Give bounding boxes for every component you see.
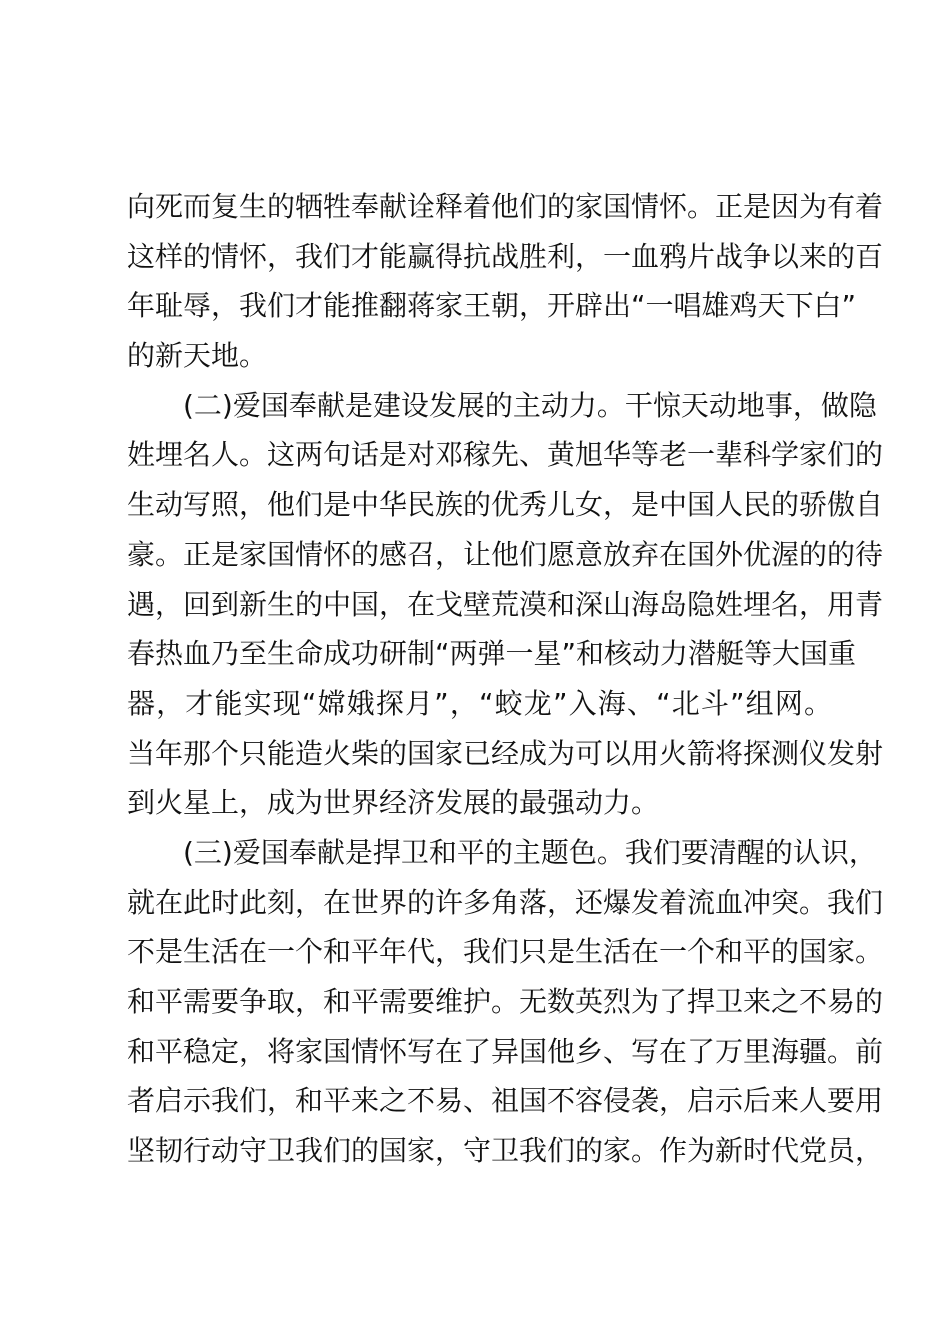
text-line: 器，才能实现“嫦娥探月”，“蛟龙”入海、“北斗”组网。 bbox=[127, 686, 832, 720]
text-line: 豪。正是家国情怀的感召，让他们愿意放弃在国外优渥的的待 bbox=[127, 537, 884, 571]
text-line: 年耻辱，我们才能推翻蒋家王朝，开辟出“一唱雄鸡天下白” bbox=[127, 289, 857, 323]
text-line: 姓埋名人。这两句话是对邓稼先、黄旭华等老一辈科学家们的 bbox=[127, 438, 884, 472]
text-line: 者启示我们，和平来之不易、祖国不容侵袭，启示后来人要用 bbox=[127, 1084, 884, 1118]
text-line: 坚韧行动守卫我们的国家，守卫我们的家。作为新时代党员， bbox=[127, 1134, 884, 1168]
text-line: 遇，回到新生的中国，在戈壁荒漠和深山海岛隐姓埋名，用青 bbox=[127, 587, 884, 621]
text-line: 到火星上，成为世界经济发展的最强动力。 bbox=[127, 786, 660, 820]
text-line: 春热血乃至生命成功研制“两弹一星”和核动力潜艇等大国重 bbox=[127, 637, 857, 671]
text-line: 这样的情怀，我们才能赢得抗战胜利，一血鸦片战争以来的百 bbox=[127, 239, 884, 273]
section-heading-line: (三)爱国奉献是捍卫和平的主题色。我们要清醒的认识， bbox=[183, 835, 877, 869]
text-line: 不是生活在一个和平年代，我们只是生活在一个和平的国家。 bbox=[127, 935, 884, 969]
body-text bbox=[127, 182, 884, 1176]
text-line: 向死而复生的牺牲奉献诠释着他们的家国情怀。正是因为有着 bbox=[127, 190, 884, 223]
section-heading-line: (二)爱国奉献是建设发展的主动力。干惊天动地事，做隐 bbox=[183, 388, 877, 422]
text-line: 当年那个只能造火柴的国家已经成为可以用火箭将探测仪发射 bbox=[127, 736, 884, 770]
text-line: 和平稳定，将家国情怀写在了异国他乡、写在了万里海疆。前 bbox=[127, 1034, 884, 1068]
text-line: 生动写照，他们是中华民族的优秀儿女，是中国人民的骄傲自 bbox=[127, 488, 884, 522]
text-line: 的新天地。 bbox=[127, 339, 268, 373]
text-line: 和平需要争取，和平需要维护。无数英烈为了捍卫来之不易的 bbox=[127, 985, 884, 1018]
text-line: 就在此时此刻，在世界的许多角落，还爆发着流血冲突。我们 bbox=[127, 885, 884, 919]
